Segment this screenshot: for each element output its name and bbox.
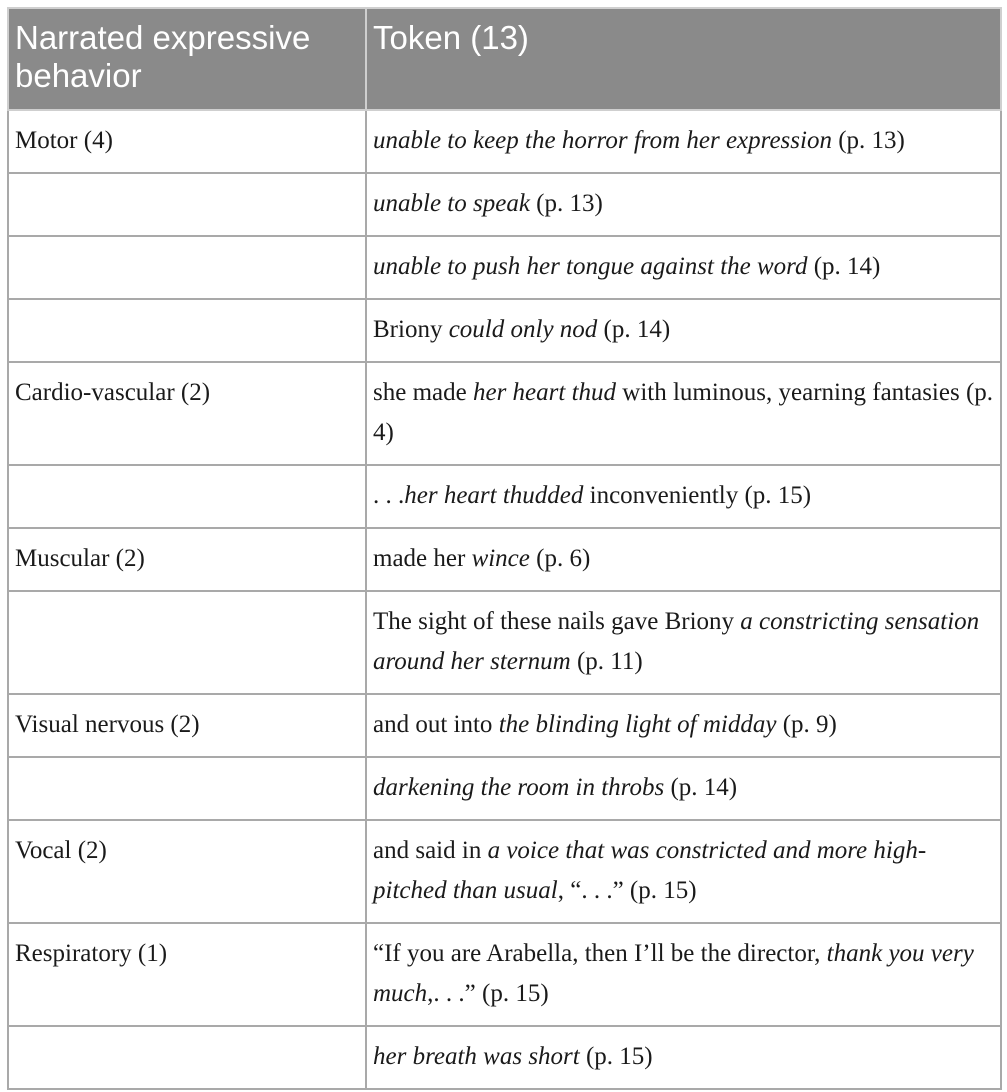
token-italic-text: the blinding light of midday [498, 711, 777, 738]
category-cell: Visual nervous (2) [8, 694, 366, 757]
token-plain-text: (p. 11) [570, 648, 643, 675]
header-narrated-expressive-behavior: Narrated expressive behavior [8, 8, 366, 110]
token-italic-text: her breath was short [373, 1043, 580, 1070]
token-cell [366, 465, 1001, 528]
table-header [8, 8, 1001, 110]
token-plain-text: ,. . .” (p. 15) [427, 980, 549, 1007]
token-cell [366, 820, 1001, 923]
expressive-behavior-table-container [7, 7, 1000, 1090]
token-cell [366, 528, 1001, 591]
table-row [8, 299, 1001, 362]
token-italic-text: could only nod [448, 316, 598, 343]
table-row [8, 923, 1001, 1026]
token-plain-text: . . . [373, 482, 405, 509]
table-row [8, 757, 1001, 820]
token-italic-text: her heart thudded [404, 482, 584, 509]
token-plain-text: and out into [373, 711, 499, 738]
category-cell [8, 591, 366, 694]
table-row [8, 820, 1001, 923]
token-cell [366, 923, 1001, 1026]
token-italic-text: her heart thud [472, 379, 617, 406]
token-cell [366, 757, 1001, 820]
token-cell [366, 591, 1001, 694]
token-plain-text: , “. . .” (p. 15) [557, 877, 697, 904]
token-italic-text: a voice that was constricted and more high- pitched than usual [373, 837, 927, 904]
token-plain-text: made her [373, 545, 472, 572]
token-cell [366, 173, 1001, 236]
token-cell [366, 694, 1001, 757]
table-row [8, 236, 1001, 299]
token-plain-text: Briony [373, 316, 449, 343]
header-token: Token (13) [366, 8, 1001, 110]
token-cell [366, 362, 1001, 465]
token-plain-text: (p. 9) [776, 711, 837, 738]
token-italic-text: unable to speak [373, 190, 530, 217]
token-plain-text: (p. 6) [529, 545, 591, 572]
token-plain-text: and said in [373, 837, 488, 864]
category-cell [8, 173, 366, 236]
token-italic-text: darkening the room in throbs [373, 774, 665, 801]
token-plain-text: (p. 14) [597, 316, 671, 343]
table-row [8, 110, 1001, 173]
token-plain-text: with luminous, yearning fantasies (p. 4) [373, 379, 994, 446]
token-italic-text: a constricting sensation around her sternum [373, 608, 980, 675]
table-row [8, 1026, 1001, 1089]
token-plain-text: inconveniently (p. 15) [583, 482, 812, 509]
table-row [8, 465, 1001, 528]
table-row [8, 591, 1001, 694]
token-cell [366, 1026, 1001, 1089]
category-cell [8, 236, 366, 299]
token-plain-text: (p. 15) [579, 1043, 653, 1070]
table-body [8, 110, 1001, 1089]
token-italic-text: unable to push her tongue against the word [373, 253, 808, 280]
token-plain-text: (p. 13) [529, 190, 603, 217]
token-plain-text: (p. 14) [807, 253, 881, 280]
token-plain-text: (p. 14) [664, 774, 738, 801]
table-row [8, 694, 1001, 757]
category-cell: Vocal (2) [8, 820, 366, 923]
token-plain-text: The sight of these nails gave Briony [373, 608, 741, 635]
category-cell: Muscular (2) [8, 528, 366, 591]
table-row [8, 362, 1001, 465]
token-italic-text: wince [471, 545, 530, 572]
token-plain-text: (p. 13) [831, 127, 905, 154]
token-cell [366, 299, 1001, 362]
category-cell: Respiratory (1) [8, 923, 366, 1026]
category-cell [8, 1026, 366, 1089]
category-cell [8, 299, 366, 362]
table-row [8, 528, 1001, 591]
token-cell [366, 236, 1001, 299]
category-cell: Cardio-vascular (2) [8, 362, 366, 465]
token-plain-text: “If you are Arabella, then I’ll be the director, [373, 940, 827, 967]
category-cell [8, 757, 366, 820]
token-cell [366, 110, 1001, 173]
token-plain-text: she made [373, 379, 473, 406]
token-italic-text: unable to keep the horror from her expression [373, 127, 832, 154]
category-cell: Motor (4) [8, 110, 366, 173]
table-row [8, 173, 1001, 236]
expressive-behavior-table [7, 7, 1002, 1090]
token-italic-text: thank you very much [373, 940, 974, 1007]
category-cell [8, 465, 366, 528]
